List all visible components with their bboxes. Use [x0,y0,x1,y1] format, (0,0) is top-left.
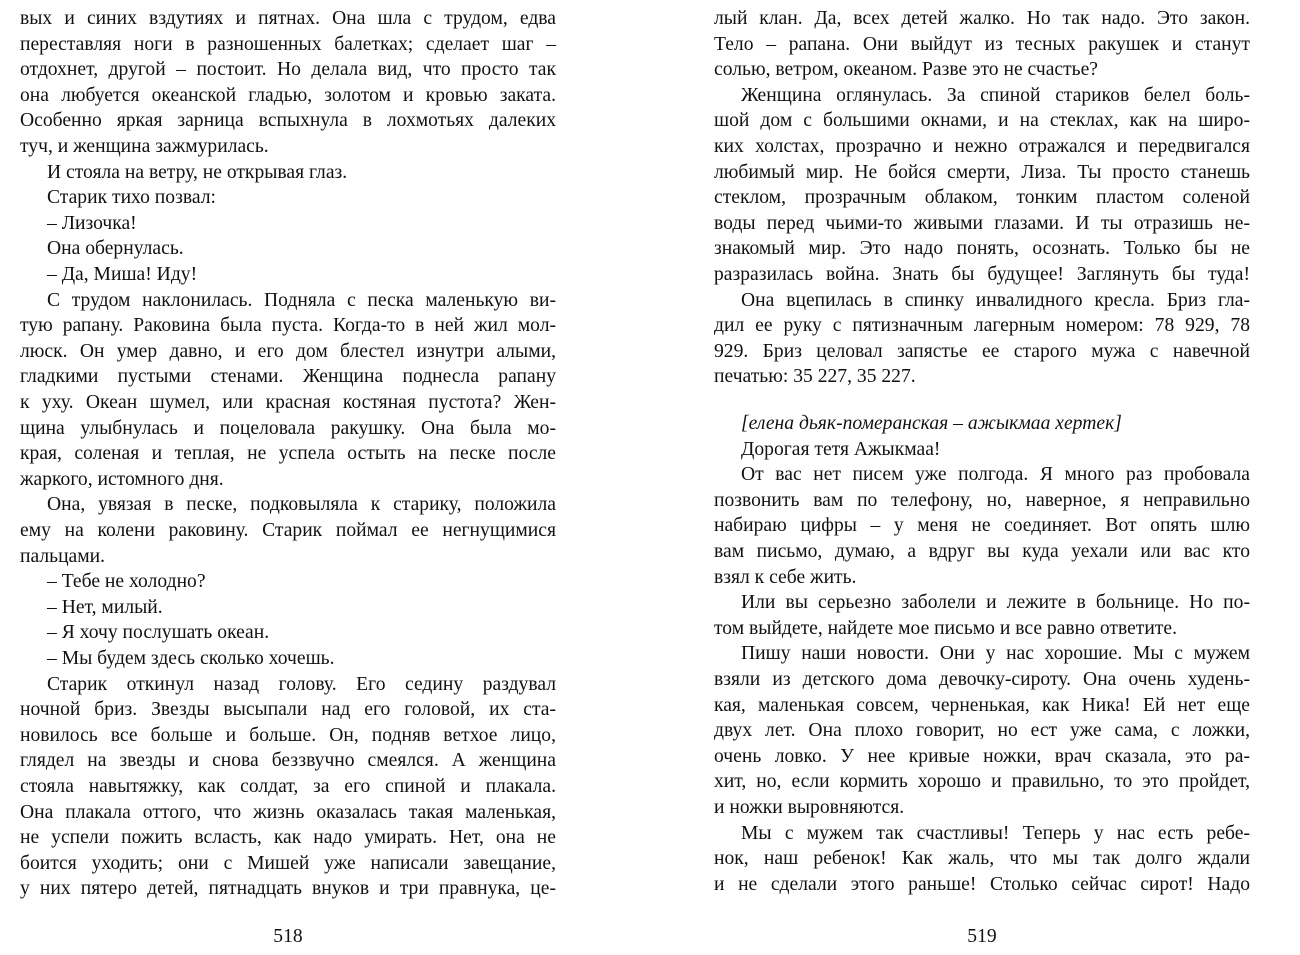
text-line: боится уходить; они с Мишей уже написали завещание, [20,852,556,874]
text-line: Мы с мужем так счастливы! Теперь у нас есть ребе- [741,822,1250,844]
text-line: тую рапану. Раковина была пуста. Когда-то в ней жил мол- [20,315,556,337]
text-line: двух лет. Она плохо говорит, но ест уже сама, с ложки, [714,720,1250,742]
text-line: вам письмо, думаю, а вдруг вы куда уехали или вас кто [714,541,1250,562]
text-line: отдохнет, другой – постоит. Но делала вид, что просто так [20,59,556,81]
text-line: пальцами. [20,545,106,567]
text-line: – Тебе не холодно? [47,571,206,593]
text-line: разразилась война. Знать бы будущее! Заглянуть бы туда! [714,264,1250,285]
text-line: она любуется океанской гладью, золотом и кровью заката. [20,84,556,106]
text-line: шой дом с большими окнами, и на стеклах, как на широ- [714,110,1250,132]
text-line: Дорогая тетя Ажыкмаа! [741,438,941,460]
text-line: туч, и женщина зажмурилась. [20,136,269,157]
text-line: жаркого, истомного дня. [20,468,224,490]
text-line: солью, ветром, океаном. Разве это не счастье? [714,59,1099,81]
text-line: вых и синих вздутиях и пятнах. Она шла с трудом, едва [20,8,556,29]
text-line: Она вцепилась в спинку инвалидного кресла. Бриз гла- [741,289,1250,311]
text-line: лый клан. Да, всех детей жалко. Но так надо. Это закон. [714,8,1250,29]
text-line: новилось все больше и больше. Он, подняв ветхое лицо, [20,724,556,746]
text-line: – Я хочу послушать океан. [47,622,270,644]
text-line: Старик откинул назад голову. Его седину раздувал [47,673,556,695]
text-line: От вас нет писем уже полгода. Я много раз пробовала [741,464,1250,486]
text-line: Пишу наши новости. Они у нас хорошие. Мы с мужем [741,643,1250,665]
text-line: гладкими пустыми стенами. Женщина поднесла рапану [20,366,556,388]
text-line: Женщина оглянулась. За спиной стариков белел боль- [741,84,1250,106]
text-line: у них пятеро детей, пятнадцать внуков и три правнука, це- [20,878,556,900]
text-line: люск. Он умер давно, и его дом блестел изнутри алыми, [20,340,556,362]
text-line: хит, но, если кормить хорошо и правильно, то это пройдет, [714,771,1250,793]
text-line: к уху. Океан шумел, или красная костяная пустота? Жен- [20,392,556,413]
text-line: нок, наш ребенок! Как жаль, что мы так долго ждали [714,848,1250,870]
text-line: глядел на звезды и снова беззвучно смеялся. А женщина [20,750,556,772]
text-line: воды перед чьими-то живыми глазами. И ты отразишь не- [714,212,1250,234]
text-line: Или вы серьезно заболели и лежите в больнице. Но по- [741,592,1250,614]
text-line: стояла навытяжку, как солдат, за его спиной и плакала. [20,776,556,797]
right-page [714,0,1250,955]
text-line: знакомый мир. Это надо понять, осознать. Только бы не [714,238,1250,260]
text-line: взял к себе жить. [714,566,857,588]
text-line: щина улыбнулась и поцеловала ракушку. Она была мо- [20,417,556,439]
text-line: любимый мир. Не бойся смерти, Лиза. Ты просто станешь [714,161,1250,183]
text-line: взяли из детского дома девочку-сироту. Она очень худень- [714,669,1250,690]
left-page-number: 518 [273,926,303,947]
text-line: Она плакала оттого, что жизнь оказалась такая маленькая, [20,801,556,823]
text-line: – Мы будем здесь сколько хочешь. [47,648,335,669]
text-line: позвонить вам по телефону, но, наверное, я неправильно [714,489,1250,511]
text-line: и ножки выровняются. [714,797,905,818]
text-line: кая, маленькая совсем, черненькая, как Ника! Ей нет еще [714,694,1250,716]
text-line: ему на колени раковину. Старик поймал ее негнущимися [20,520,556,541]
letter-heading: [елена дьяк-померанская – ажыкмаа хертек] [741,413,1122,434]
text-line: Старик тихо позвал: [47,187,216,209]
text-line: Она, увязая в песке, подковыляла к старику, положила [47,494,556,516]
text-line: переставляя ноги в разношенных балетках; сделает шаг – [20,33,556,55]
text-line: Она обернулась. [47,238,184,260]
text-line: стеклом, прозрачным облаком, тонким пластом соленой [714,187,1250,209]
right-page-number: 519 [967,926,997,947]
text-line: том выйдете, найдете мое письмо и все равно ответите. [714,617,1177,639]
text-line: – Да, Миша! Иду! [47,264,198,285]
text-line: очень ловко. У нее кривые ножки, врач сказала, это ра- [714,745,1250,767]
text-line: ночной бриз. Звезды высыпали над его головой, их ста- [20,699,556,721]
text-line: дил ее руку с пятизначным лагерным номером: 78 929, 78 [714,315,1250,337]
left-page [20,0,556,955]
text-line: И стояла на ветру, не открывая глаз. [47,161,348,183]
text-line: ких холстах, прозрачно и нежно отражался и передвигался [714,136,1250,157]
text-line: С трудом наклонилась. Подняла с песка маленькую ви- [47,289,556,311]
text-line: 929. Бриз целовал запястье ее старого мужа с навечной [714,340,1250,362]
text-line: края, соленая и теплая, не успела остыть на песке после [20,443,556,465]
text-line: Особенно яркая зарница вспыхнула в лохмотьях далеких [20,110,556,132]
text-line: Тело – рапана. Они выйдут из тесных ракушек и станут [714,33,1250,55]
text-line: – Лизочка! [47,212,137,234]
text-line: – Нет, милый. [47,596,163,618]
text-line: набираю цифры – у меня не соединяет. Вот опять шлю [714,515,1250,537]
text-line: печатью: 35 227, 35 227. [714,366,916,388]
text-line: и не сделали этого раньше! Столько сейчас сирот! Надо [714,873,1250,895]
text-line: не успели пожить всласть, как надо умирать. Нет, она не [20,827,556,849]
